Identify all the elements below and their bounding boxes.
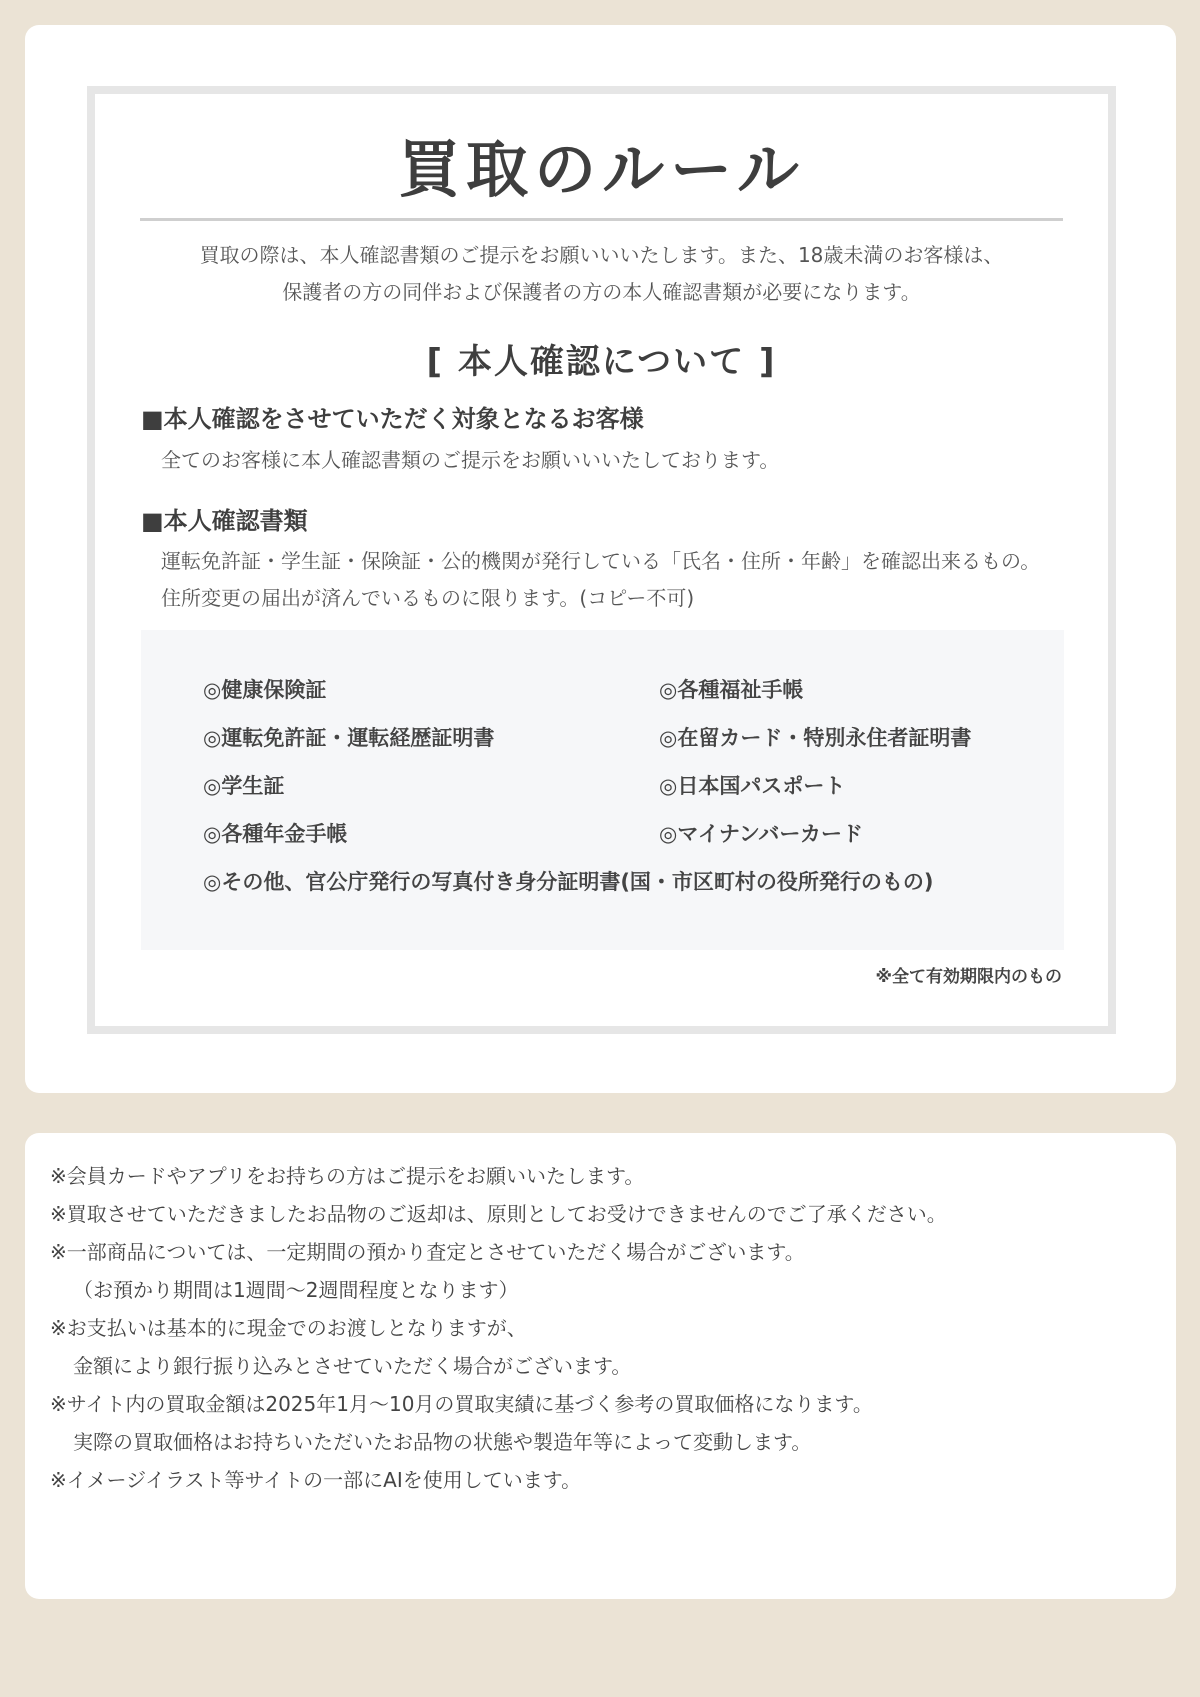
document-item: ◎マイナンバーカード bbox=[659, 822, 863, 846]
note-line: （お預かり期間は1週間～2週間程度となります） bbox=[73, 1278, 519, 1302]
note-line: ※買取させていただきましたお品物のご返却は、原則としてお受けできませんのでご了承ください。 bbox=[50, 1202, 947, 1226]
intro-text bbox=[95, 237, 1108, 311]
documents-body-line: 住所変更の届出が済んでいるものに限ります。(コピー不可) bbox=[161, 586, 695, 610]
document-item: ◎学生証 bbox=[203, 774, 285, 798]
document-list-box bbox=[141, 630, 1064, 950]
target-heading: ■本人確認をさせていただく対象となるお客様 bbox=[141, 405, 644, 433]
note-line: ※会員カードやアプリをお持ちの方はご提示をお願いいたします。 bbox=[50, 1164, 645, 1188]
note-line: 金額により銀行振り込みとさせていただく場合がございます。 bbox=[73, 1354, 632, 1378]
rules-title: 買取のルール bbox=[398, 133, 805, 206]
target-body: 全てのお客様に本人確認書類のご提示をお願いいいたしております。 bbox=[161, 448, 780, 472]
documents-heading: ■本人確認書類 bbox=[141, 507, 308, 535]
validity-note: ※全て有効期限内のもの bbox=[875, 967, 1062, 987]
note-line: 実際の買取価格はお持ちいただいたお品物の状態や製造年等によって変動します。 bbox=[73, 1430, 812, 1454]
rules-frame bbox=[87, 86, 1116, 1034]
document-item: ◎在留カード・特別永住者証明書 bbox=[659, 726, 972, 750]
intro-line: 保護者の方の同伴および保護者の方の本人確認書類が必要になります。 bbox=[282, 280, 921, 304]
intro-line: 買取の際は、本人確認書類のご提示をお願いいいたします。また、18歳未満のお客様は、 bbox=[199, 243, 1004, 267]
document-item: ◎各種年金手帳 bbox=[203, 822, 348, 846]
title-divider bbox=[140, 218, 1063, 221]
note-line: ※お支払いは基本的に現金でのお渡しとなりますが、 bbox=[50, 1316, 527, 1340]
document-item: ◎健康保険証 bbox=[203, 678, 327, 702]
notes-card bbox=[25, 1133, 1176, 1599]
document-item: ◎運転免許証・運転経歴証明書 bbox=[203, 726, 495, 750]
document-item: ◎その他、官公庁発行の写真付き身分証明書(国・市区町村の役所発行のもの) bbox=[203, 870, 934, 894]
document-item: ◎各種福祉手帳 bbox=[659, 678, 804, 702]
documents-body-line: 運転免許証・学生証・保険証・公的機関が発行している「氏名・住所・年齢」を確認出来るもの。 bbox=[161, 549, 1041, 573]
note-line: ※一部商品については、一定期間の預かり査定とさせていただく場合がございます。 bbox=[50, 1240, 805, 1264]
section-heading: [ 本人確認について ] bbox=[426, 342, 777, 382]
note-line: ※サイト内の買取金額は2025年1月～10月の買取実績に基づく参考の買取価格になります。 bbox=[50, 1392, 873, 1416]
rules-card bbox=[25, 25, 1176, 1093]
note-line: ※イメージイラスト等サイトの一部にAIを使用しています。 bbox=[50, 1468, 582, 1492]
document-item: ◎日本国パスポート bbox=[659, 774, 846, 798]
